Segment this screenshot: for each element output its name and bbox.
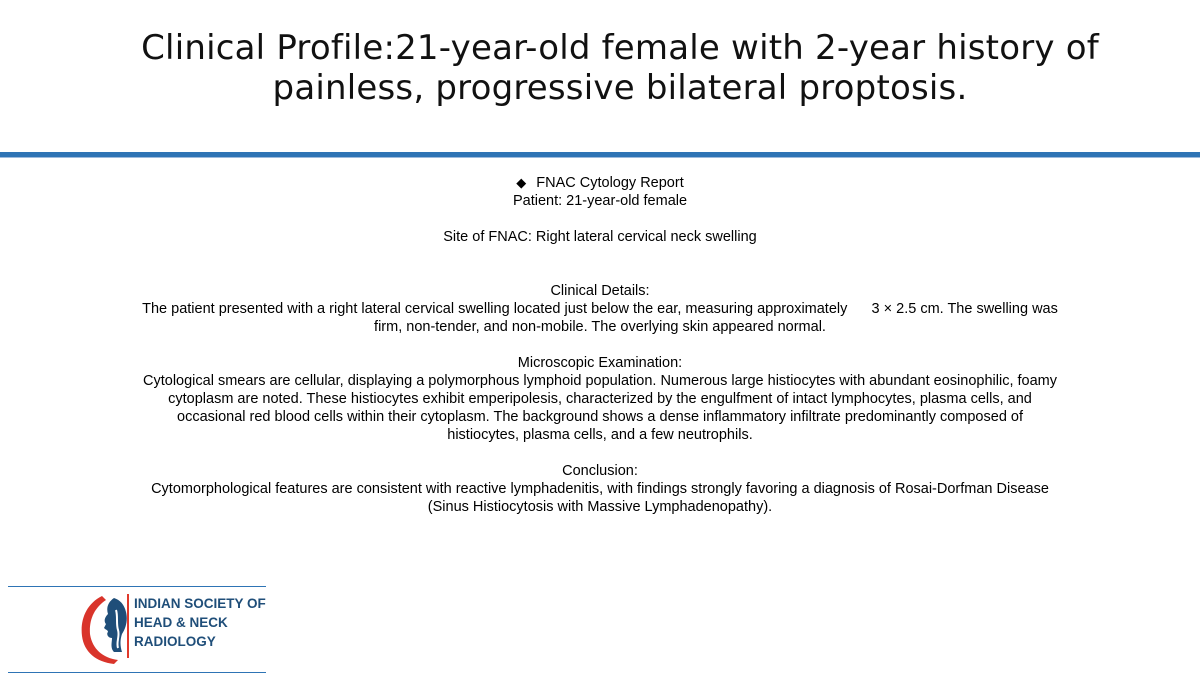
cytology-report <box>0 174 1200 516</box>
microscopic-line: cytoplasm are noted. These histiocytes exhibit emperipolesis, characterized by the engulfment of intact lymphocytes, plasma cells, and <box>168 391 1032 407</box>
title-line-1: Clinical Profile:21-year-old female with 2-year history of <box>141 28 1099 68</box>
spacer <box>0 444 1200 462</box>
patient-info: Patient: 21-year-old female <box>512 193 688 209</box>
report-heading: FNAC Cytology Report <box>536 175 684 191</box>
microscopic-heading: Microscopic Examination: <box>517 355 683 371</box>
clinical-details <box>80 300 1120 336</box>
title-divider-thin <box>0 157 1200 158</box>
logo-text-line: HEAD & NECK <box>134 615 228 630</box>
microscopic-details <box>80 372 1120 444</box>
report-heading-row <box>0 174 1200 192</box>
clinical-line: The patient presented with a right lateral cervical swelling located just below the ear, measuring approximately 3 × 2.5 cm. The swelling was <box>142 301 1058 317</box>
conclusion-line: (Sinus Histiocytosis with Massive Lymphadenopathy). <box>427 499 773 515</box>
fnac-site: Site of FNAC: Right lateral cervical neck swelling <box>443 229 757 245</box>
logo-text-line: RADIOLOGY <box>134 634 216 649</box>
logo-rule-top <box>8 586 266 587</box>
conclusion-heading: Conclusion: <box>562 463 638 479</box>
conclusion-details <box>80 480 1120 516</box>
logo-rule-bottom <box>8 672 266 673</box>
spacer <box>0 336 1200 354</box>
logo-text-line: INDIAN SOCIETY OF <box>134 596 266 611</box>
clinical-heading: Clinical Details: <box>550 283 650 299</box>
spacer <box>0 210 1200 228</box>
logo-divider <box>127 594 129 658</box>
society-logo <box>8 586 266 674</box>
clinical-line: firm, non-tender, and non-mobile. The overlying skin appeared normal. <box>374 319 826 335</box>
conclusion-line: Cytomorphological features are consistent with reactive lymphadenitis, with findings strongly favoring a diagnosis of Rosai-Dorfman Disease <box>151 481 1049 497</box>
head-profile-logo-icon <box>74 590 132 668</box>
diamond-bullet-icon: ◆ <box>516 175 527 190</box>
microscopic-line: occasional red blood cells within their cytoplasm. The background shows a dense inflammatory infiltrate predominantly composed of <box>177 409 1023 425</box>
microscopic-line: histiocytes, plasma cells, and a few neutrophils. <box>447 427 753 443</box>
title-line-2: painless, progressive bilateral proptosis. <box>272 68 968 108</box>
microscopic-line: Cytological smears are cellular, displaying a polymorphous lymphoid population. Numerous large histiocytes with abundant eosinophilic, foamy <box>143 373 1057 389</box>
slide-title <box>120 28 1120 108</box>
logo-text <box>134 594 266 651</box>
spacer <box>0 246 1200 282</box>
